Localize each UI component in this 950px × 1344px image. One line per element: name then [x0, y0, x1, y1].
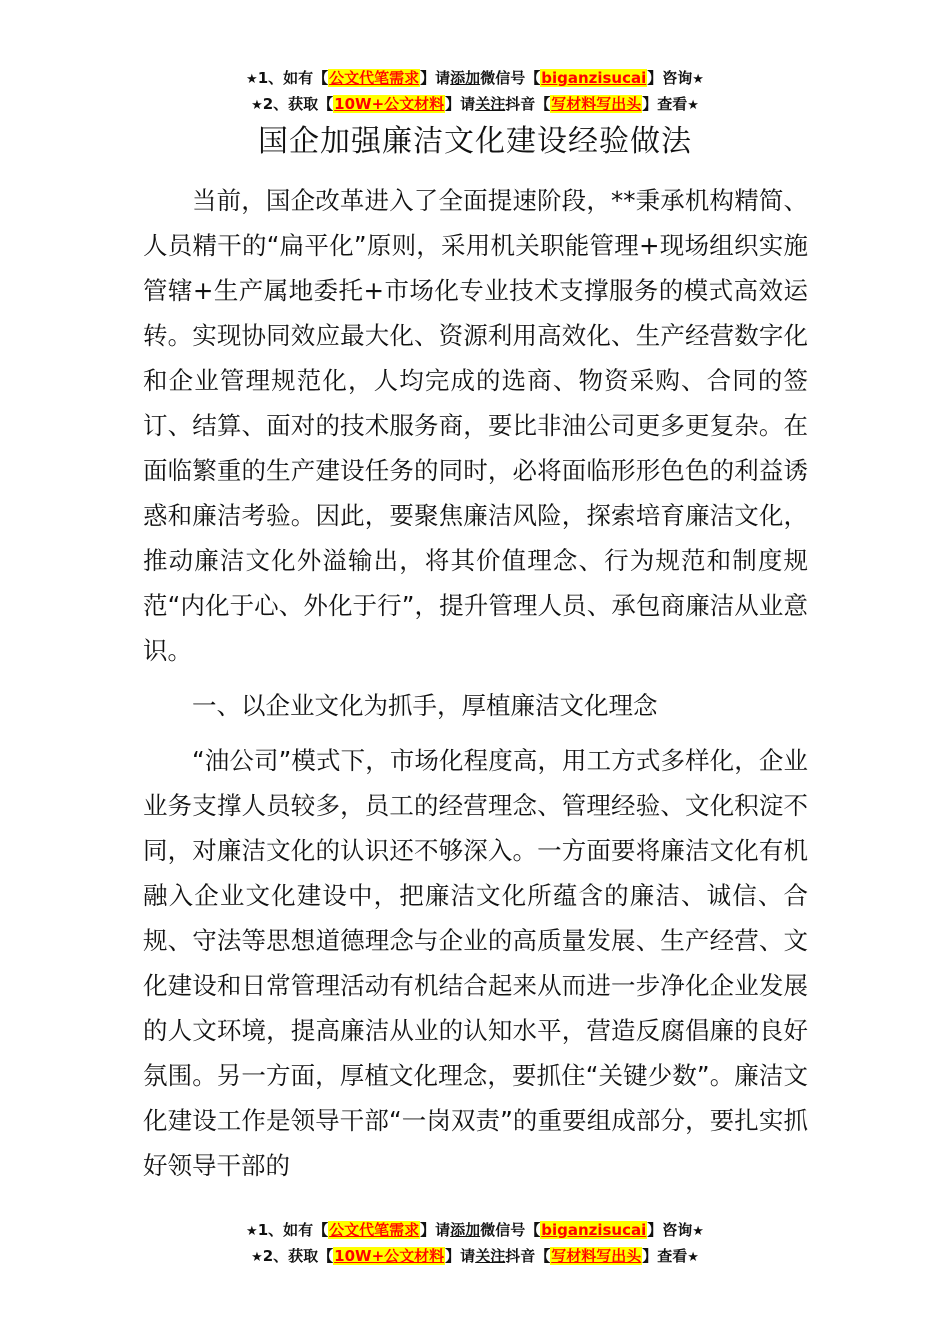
document-title: 国企加强廉洁文化建设经验做法: [258, 124, 692, 159]
star-icon: ★: [692, 1224, 704, 1239]
section-heading-1: 一、以企业文化为抓手，厚植廉洁文化理念: [192, 691, 658, 720]
banner-text: 1、如有【: [257, 1221, 329, 1239]
document-body: [143, 178, 808, 1188]
banner-text: 】查看: [642, 95, 688, 113]
star-icon: ★: [246, 1224, 258, 1239]
banner-text: 1、如有【: [257, 69, 329, 87]
banner-highlight-materials: 10W+公文材料: [334, 1247, 445, 1265]
banner-highlight-douyin: 写材料写出头: [551, 95, 642, 113]
banner-text: 】查看: [642, 1247, 688, 1265]
star-icon: ★: [692, 72, 704, 87]
banner-highlight-wechat-id: biganzisucai: [541, 1221, 647, 1239]
banner-text: 2、获取【: [262, 1247, 334, 1265]
banner-text: 2、获取【: [262, 95, 334, 113]
banner-text: 】请: [445, 1247, 476, 1265]
star-icon: ★: [687, 98, 699, 113]
banner-text: 微信号【: [480, 1221, 541, 1239]
banner-highlight-service: 公文代笔需求: [329, 1221, 420, 1239]
paragraph-section-1: “油公司”模式下，市场化程度高，用工方式多样化，企业业务支撑人员较多，员工的经营理念、管理经验、文化积淀不同，对廉洁文化的认识还不够深入。一方面要将廉洁文化有机融入企业文化建设中，把廉洁文化所蕴含的廉洁、诚信、合规、守法等思想道德理念与企业的高质量发展、生产经营、文化建设和日常管理活动有机结合起来从而进一步净化企业发展的人文环境，提高廉洁从业的认知水平，营造反腐倡廉的良好氛围。另一方面，厚植文化理念，要抓住“关键少数”。廉洁文化建设工作是领导干部“一岗双责”的重要组成部分，要扎实抓好领导干部的: [143, 746, 808, 1180]
banner-highlight-materials: 10W+公文材料: [334, 95, 445, 113]
banner-line-2: [0, 92, 950, 118]
banner-line-2: [0, 1244, 950, 1270]
banner-text: 抖音【: [505, 95, 551, 113]
banner-line-1: [0, 1218, 950, 1244]
banner-text: 微信号【: [480, 69, 541, 87]
banner-text: 】请: [445, 95, 476, 113]
paragraph-intro: 当前，国企改革进入了全面提速阶段，**秉承机构精简、人员精干的“扁平化”原则，采用机关职能管理+现场组织实施管辖+生产属地委托+市场化专业技术支撑服务的模式高效运转。实现协同效应最大化、资源利用高效化、生产经营数字化和企业管理规范化，人均完成的选商、物资采购、合同的签订、结算、面对的技术服务商，要比非油公司更多更复杂。在面临繁重的生产建设任务的同时，必将面临形形色色的利益诱惑和廉洁考验。因此，要聚焦廉洁风险，探索培育廉洁文化，推动廉洁文化外溢输出，将其价值理念、行为规范和制度规范“内化于心、外化于行”，提升管理人员、承包商廉洁从业意识。: [143, 186, 808, 665]
banner-text: 】请: [420, 69, 451, 87]
banner-text: 抖音【: [505, 1247, 551, 1265]
banner-highlight-wechat-id: biganzisucai: [541, 69, 647, 87]
banner-text: 】请: [420, 1221, 451, 1239]
banner-underline-add: 添加: [450, 69, 481, 87]
banner-line-1: [0, 66, 950, 92]
banner-highlight-service: 公文代笔需求: [329, 69, 420, 87]
banner-highlight-douyin: 写材料写出头: [551, 1247, 642, 1265]
banner-underline-follow: 关注: [475, 1247, 506, 1265]
star-icon: ★: [687, 1250, 699, 1265]
banner-text: 】咨询: [647, 1221, 693, 1239]
star-icon: ★: [251, 98, 263, 113]
star-icon: ★: [246, 72, 258, 87]
banner-text: 】咨询: [647, 69, 693, 87]
banner-underline-add: 添加: [450, 1221, 481, 1239]
top-banner: [0, 66, 950, 118]
banner-underline-follow: 关注: [475, 95, 506, 113]
star-icon: ★: [251, 1250, 263, 1265]
bottom-banner: [0, 1218, 950, 1270]
